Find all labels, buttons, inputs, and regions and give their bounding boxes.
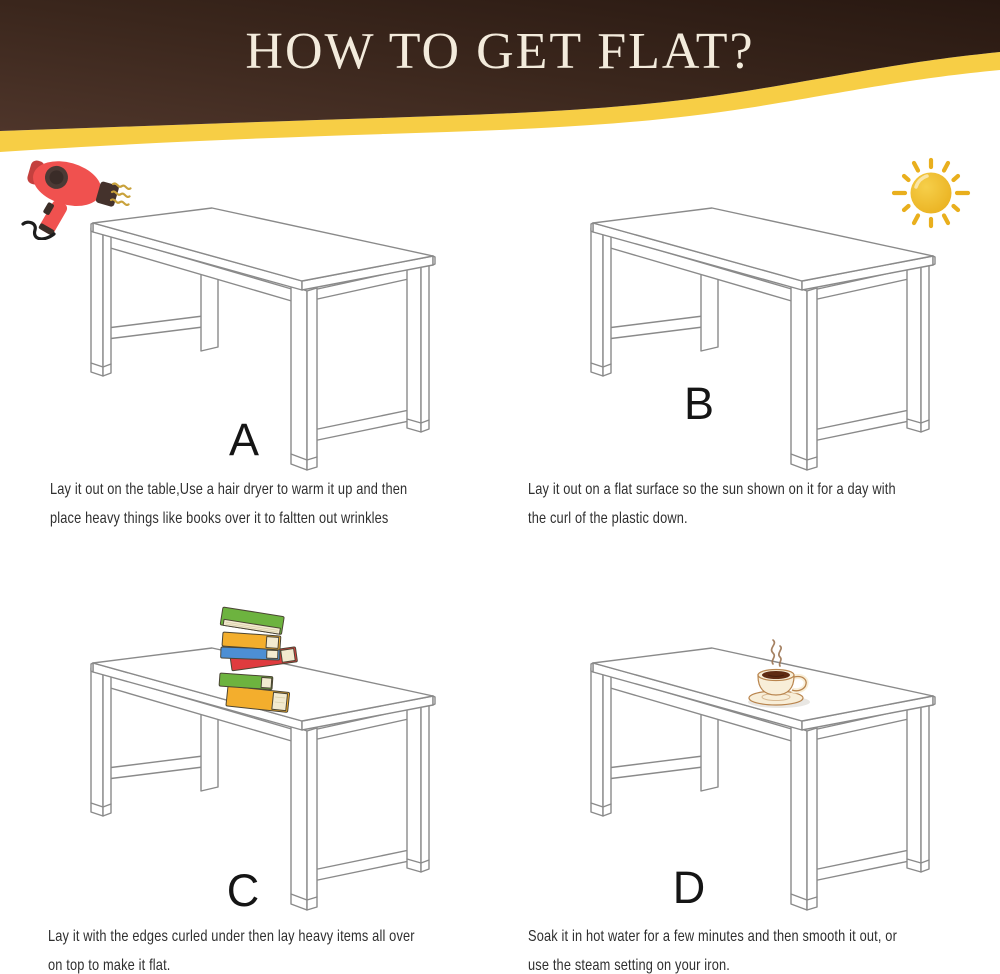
book-green-2: [219, 673, 273, 690]
sun-icon: [891, 152, 975, 236]
panel-letter-d: D: [672, 862, 706, 913]
caption-a: [50, 475, 407, 533]
panel-letter-c: C: [226, 865, 260, 916]
caption-line: place heavy things like books over it to faltten out wrinkles: [50, 510, 389, 527]
books-icon: [214, 592, 314, 717]
steam: [772, 640, 782, 666]
caption-line: the curl of the plastic down.: [528, 510, 688, 527]
caption-d: [528, 922, 897, 974]
caption-line: Lay it out on the table,Use a hair dryer to warm it up and then: [50, 481, 408, 498]
caption-line: Lay it out on a flat surface so the sun shown on it for a day with: [528, 481, 896, 498]
panel-letter-a: A: [228, 414, 259, 465]
caption-b: [528, 475, 896, 533]
hair-dryer-icon: [8, 158, 140, 240]
book-bottom-yellow: [226, 686, 290, 712]
caption-line: use the steam setting on your iron.: [528, 957, 730, 974]
caption-line: on top to make it flat.: [48, 957, 171, 974]
sun-core: [911, 173, 952, 214]
coffee-cup-icon: [727, 636, 822, 714]
caption-line: Soak it in hot water for a few minutes and then smooth it out, or: [528, 928, 897, 945]
panel-letter-b: B: [683, 378, 714, 429]
coffee-surface: [762, 671, 790, 679]
dryer-body: [28, 158, 107, 213]
caption-line: Lay it with the edges curled under then lay heavy items all over: [48, 928, 415, 945]
page-title: HOW TO GET FLAT?: [245, 23, 755, 80]
caption-c: [48, 922, 415, 974]
book-top-green: [220, 607, 284, 634]
